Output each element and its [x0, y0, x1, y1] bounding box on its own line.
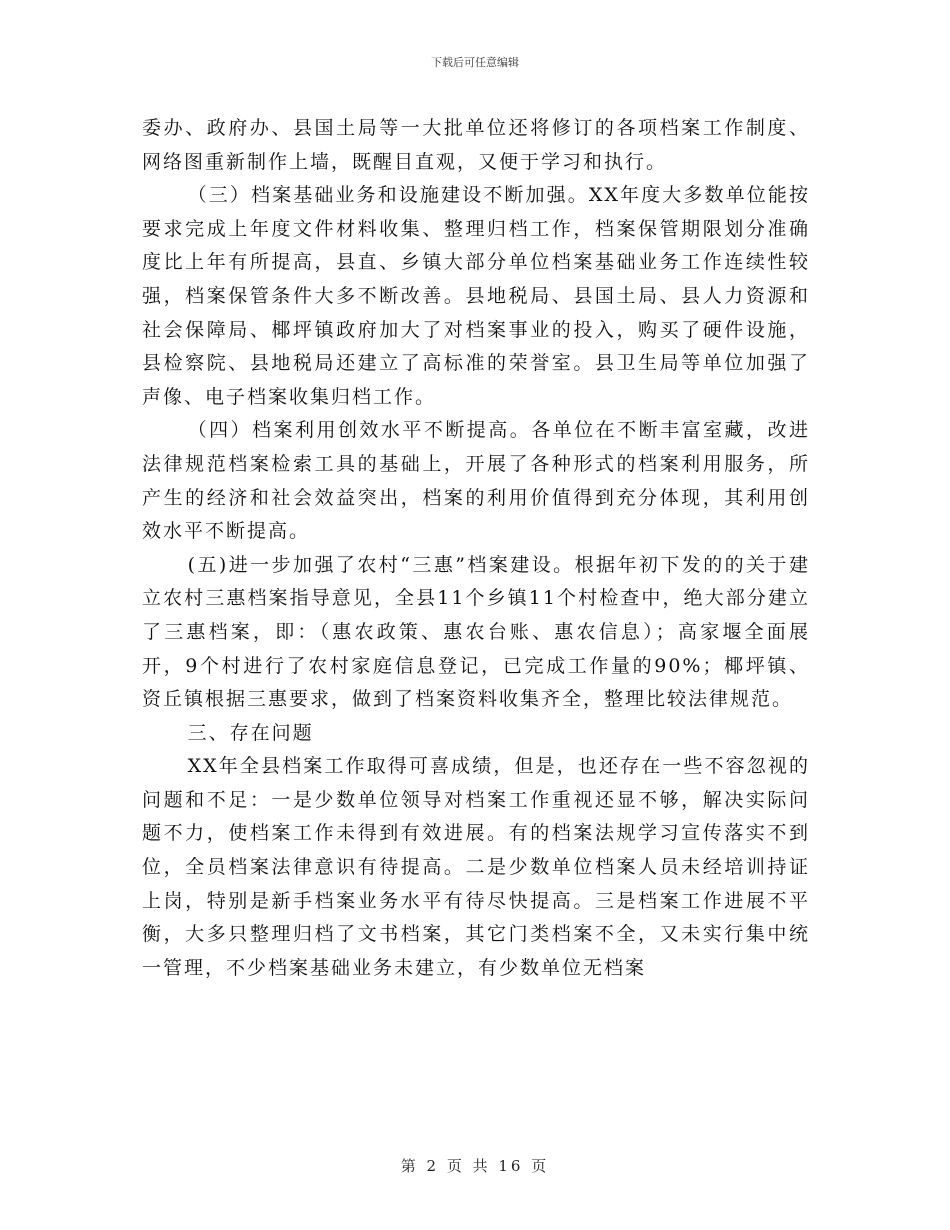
- paragraph-section-4: （四）档案利用创效水平不断提高。各单位在不断丰富室藏，改进法律规范档案检索工具的基础上，开展了各种形式的档案利用服务，所产生的经济和社会效益突出，档案的利用价值得到充分体现，其利用创效水平不断提高。: [142, 419, 810, 543]
- page-header: 下载后可任意编辑: [431, 56, 519, 69]
- paragraph-problems: XX年全县档案工作取得可喜成绩，但是，也还存在一些不容忽视的问题和不足：一是少数单位领导对档案工作重视还显不够，解决实际问题不力，使档案工作未得到有效进展。有的档案法规学习宣传落实不到位，全员档案法律意识有待提高。二是少数单位档案人员未经培训持证上岗，特别是新手档案业务水平有待尽快提高。三是档案工作进展不平衡，大多只整理归档了文书档案，其它门类档案不全，又未实行集中统一管理，不少档案基础业务未建立，有少数单位无档案: [142, 755, 810, 979]
- paragraph-section-5: (五)进一步加强了农村“三惠”档案建设。根据年初下发的的关于建立农村三惠档案指导意见，全县11个乡镇11个村检查中，绝大部分建立了三惠档案，即：（惠农政策、惠农台账、惠农信息）；高家堰全面展开，9个村进行了农村家庭信息登记，已完成工作量的90%；椰坪镇、资丘镇根据三惠要求，做到了档案资料收集齐全，整理比较法律规范。: [142, 553, 810, 711]
- section-heading-problems: 三、存在问题: [187, 721, 314, 744]
- paragraph-section-3: （三）档案基础业务和设施建设不断加强。XX年度大多数单位能按要求完成上年度文件材料收集、整理归档工作，档案保管期限划分准确度比上年有所提高，县直、乡镇大部分单位档案基础业务工作连续性较强，档案保管条件大多不断改善。县地税局、县国土局、县人力资源和社会保障局、椰坪镇政府加大了对档案事业的投入，购买了硬件设施，县检察院、县地税局还建立了高标准的荣誉室。县卫生局等单位加强了声像、电子档案收集归档工作。: [142, 184, 810, 408]
- document-body: [142, 112, 810, 985]
- page-number: 第 2 页 共 16 页: [400, 1157, 550, 1175]
- paragraph-continuation: 委办、政府办、县国土局等一大批单位还将修订的各项档案工作制度、网络图重新制作上墙，既醒目直观，又便于学习和执行。: [142, 117, 810, 173]
